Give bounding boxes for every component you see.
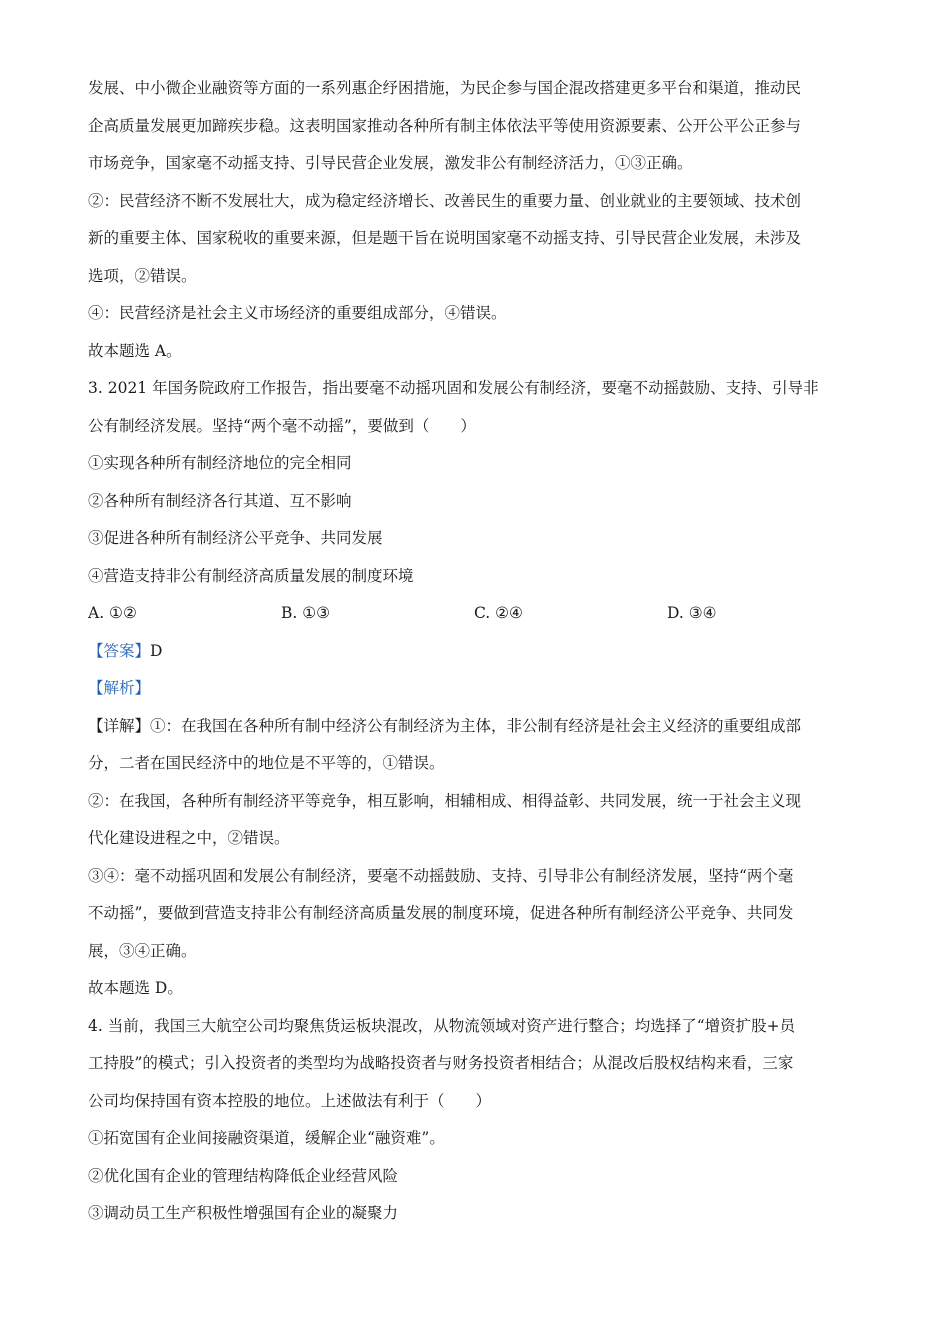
question-item: ①实现各种所有制经济地位的完全相同 [88,454,352,472]
question-3 [88,370,860,1008]
question-4 [88,1008,860,1233]
detail-line [88,708,860,746]
question-stem-line: 4. 当前，我国三大航空公司均聚焦货运板块混改，从物流领域对资产进行整合；均选择了“增资扩股+员 [88,1016,796,1035]
question-item: ②各种所有制经济各行其道、互不影响 [88,491,352,510]
question-item: ②优化国有企业的管理结构降低企业经营风险 [88,1166,399,1185]
answer-options [88,595,860,633]
question-item: ③调动员工生产积极性增强国有企业的凝聚力 [88,1204,399,1222]
text-line: 发展、中小微企业融资等方面的一系列惠企纾困措施，为民企参与国企混改搭建更多平台和渠道，推动民 [88,79,802,97]
text-line: 选项，②错误。 [88,266,197,285]
option-d: D. ③④ [667,604,717,622]
text-line: 故本题选 A。 [88,341,182,360]
question-item: ④营造支持非公有制经济高质量发展的制度环境 [88,566,414,585]
question-stem-line: 3. 2021 年国务院政府工作报告，指出要毫不动摇巩固和发展公有制经济，要毫不动摇鼓励、支持、引导非 [88,379,819,397]
detail-text-line: ②：在我国，各种所有制经济平等竞争，相互影响，相辅相成、相得益彰、共同发展，统一于社会主义现 [88,791,802,810]
option-a: A. ①② [88,604,137,622]
detail-text-line: 故本题选 D。 [88,979,183,997]
answer-tag: 【答案】 [88,641,151,660]
question-stem-line: 公有制经济发展。坚持“两个毫不动摇”，要做到（ ） [88,416,476,435]
document-page [88,70,860,1233]
text-line: ②：民营经济不断不发展壮大，成为稳定经济增长、改善民生的重要力量、创业就业的主要领域、技术创 [88,191,802,210]
text-line: 市场竞争，国家毫不动摇支持、引导民营企业发展，激发非公有制经济活力，①③正确。 [88,154,693,172]
detail-tag: 【详解】 [88,716,151,735]
question-item: ③促进各种所有制经济公平竞争、共同发展 [88,529,383,547]
answer-value: D [150,641,163,660]
option-b: B. ①③ [281,604,331,622]
text-line: 企高质量发展更加蹄疾步稳。这表明国家推动各种所有制主体依法平等使用资源要素、公开公平公正参与 [88,116,802,135]
detail-text-line: ③④：毫不动摇巩固和发展公有制经济，要毫不动摇鼓励、支持、引导非公有制经济发展，坚持“两个毫 [88,866,794,885]
question-stem-line: 工持股”的模式；引入投资者的类型均为战略投资者与财务投资者相结合；从混改后股权结构来看，三家 [88,1054,794,1072]
question-item: ①拓宽国有企业间接融资渠道，缓解企业“融资难”。 [88,1129,445,1147]
previous-explanation [88,70,860,370]
detail-text: ①：在我国在各种所有制中经济公有制经济为主体，非公制有经济是社会主义经济的重要组成部 [150,716,802,735]
question-stem-line: 公司均保持国有资本控股的地位。上述做法有利于（ ） [88,1091,492,1110]
detail-text-line: 分，二者在国民经济中的地位是不平等的，①错误。 [88,754,445,772]
analysis-tag: 【解析】 [88,679,151,697]
analysis-line [88,670,860,708]
detail-text-line: 代化建设进程之中，②错误。 [88,829,290,847]
text-line: 新的重要主体、国家税收的重要来源，但是题干旨在说明国家毫不动摇支持、引导民营企业发展，未涉及 [88,229,802,247]
answer-line [88,633,860,671]
option-c: C. ②④ [474,604,523,622]
detail-text-line: 展，③④正确。 [88,941,197,960]
detail-text-line: 不动摇”，要做到营造支持非公有制经济高质量发展的制度环境，促进各种所有制经济公平竞争、共同发 [88,904,794,922]
text-line: ④：民营经济是社会主义市场经济的重要组成部分，④错误。 [88,304,507,322]
